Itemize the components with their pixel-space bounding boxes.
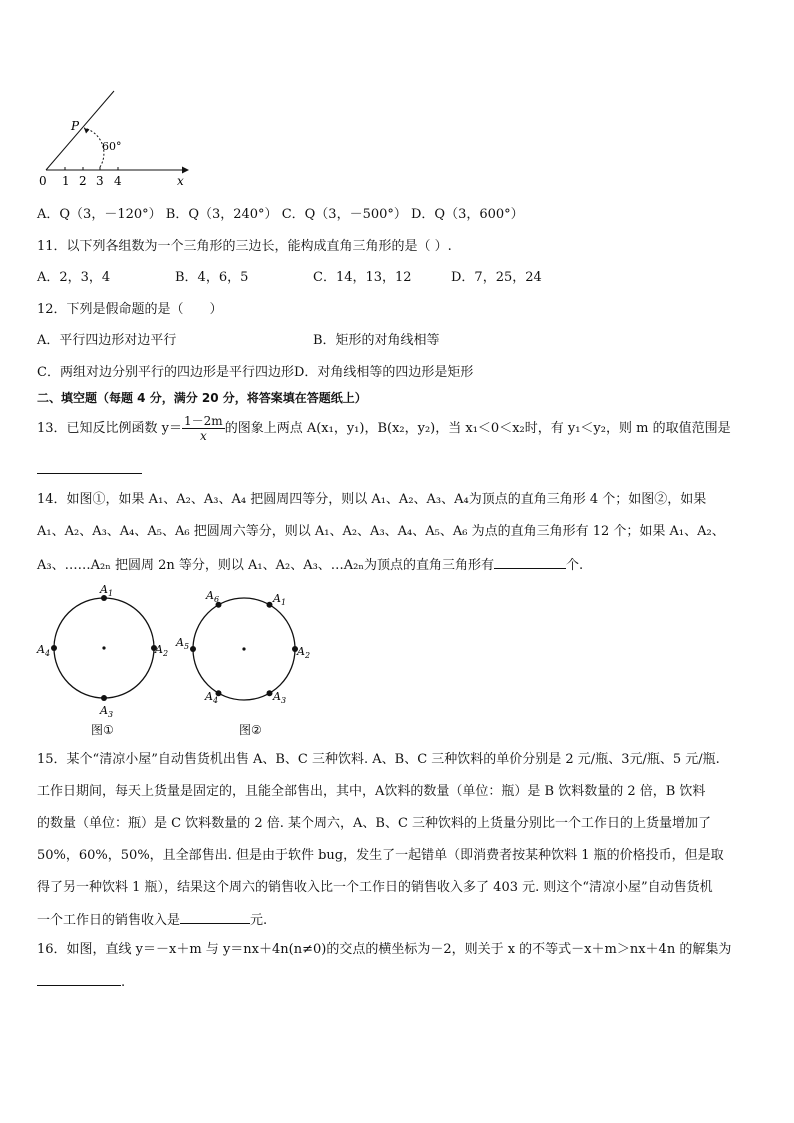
c1-point-a3 — [101, 695, 107, 701]
tick-label-1: 1 — [62, 174, 70, 188]
q13-post: 的图象上两点 A(x₁，y₁)，B(x₂，y₂)，当 x₁＜0＜x₂时，有 y₁＜y₂，则 m 的取值范围是 — [224, 421, 731, 436]
caption-figure-1: 图① — [91, 723, 114, 737]
q16-answer-blank[interactable] — [37, 973, 121, 986]
c2-label-a3: $A_3$ — [273, 690, 287, 705]
q10-options: A．Q（3，－120°） B．Q（3，240°） C．Q（3，－500°） D．Q（3，600°） — [37, 207, 524, 222]
tick-label-3: 3 — [96, 174, 104, 188]
caption-figure-2: 图② — [239, 723, 262, 737]
c2-point-a5 — [190, 646, 196, 652]
q13-numerator: 1－2m — [184, 414, 223, 428]
q12-stem: 12．下列是假命题的是（ ） — [37, 302, 223, 317]
q14-answer-blank[interactable] — [494, 556, 566, 569]
angle-arc — [84, 128, 104, 167]
q15-line-6 — [37, 911, 267, 929]
q13-denominator: x — [199, 429, 207, 443]
q13-pre: 13．已知反比例函数 y＝ — [37, 421, 183, 436]
circle-2-center — [242, 647, 245, 650]
q16-line-2 — [37, 973, 125, 991]
q11-stem: 11．以下列各组数为一个三角形的三边长，能构成直角三角形的是（ ）. — [37, 239, 452, 254]
q14-line-2: A₁、A₂、A₃、A₄、A₅、A₆ 把圆周六等分，则以 A₁、A₂、A₃、A₄、A₅、A₆ 为点的直角三角形有 12 个；如果 A₁、A₂、 — [37, 524, 725, 539]
c2-label-a2: $A_2$ — [297, 645, 311, 660]
q11-option-c: C．14，13，12 — [313, 270, 412, 285]
q15-line-6-pre: 一个工作日的销售收入是 — [37, 913, 181, 928]
c2-label-a1: $A_1$ — [273, 592, 287, 607]
q15-line-6-post: 元. — [250, 913, 268, 928]
q15-line-1: 15．某个“清凉小屋”自动售货机出售 A、B、C 三种饮料. A、B、C 三种饮料的单价分别是 2 元/瓶、3元/瓶、5 元/瓶. — [37, 752, 720, 767]
q15-line-2: 工作日期间，每天上货量是固定的，且能全部售出，其中，A饮料的数量（单位：瓶）是 B 饮料数量的 2 倍，B 饮料 — [37, 784, 706, 799]
q11-option-b: B．4，6，5 — [175, 270, 249, 285]
q14-line-3-post: 个. — [566, 558, 584, 573]
section-2-heading: 二、填空题（每题 4 分，满分 20 分，将答案填在答题纸上） — [37, 391, 367, 405]
q15-answer-blank[interactable] — [180, 911, 250, 924]
q14-line-3 — [37, 556, 583, 574]
c1-point-a4 — [51, 645, 57, 651]
q12-option-b: B．矩形的对角线相等 — [313, 333, 440, 348]
c2-point-a1 — [267, 602, 273, 608]
tick-label-4: 4 — [114, 174, 122, 188]
q14-line-3-pre: A₃、……A₂ₙ 把圆周 2n 等分，则以 A₁、A₂、A₃、…A₂ₙ为顶点的直角三角形有 — [37, 558, 495, 573]
c1-label-a4: $A_4$ — [37, 643, 51, 658]
q13-answer-blank[interactable] — [37, 461, 142, 474]
x-axis-label: x — [177, 174, 184, 188]
angle-figure — [34, 88, 194, 190]
c1-label-a2: $A_2$ — [155, 643, 169, 658]
c1-label-a1: $A_1$ — [100, 583, 114, 598]
circles-figure — [34, 582, 324, 718]
circle-1-center — [102, 646, 105, 649]
q15-line-3: 的数量（单位：瓶）是 C 饮料数量的 2 倍. 某个周六，A、B、C 三种饮料的上货量分别比一个工作日的上货量增加了 — [37, 816, 712, 831]
c2-label-a5: $A_5$ — [176, 636, 190, 651]
point-p-label: P — [71, 119, 80, 133]
x-axis-arrow — [182, 167, 189, 174]
q16-line-2-post: . — [121, 975, 126, 990]
q11-option-d: D．7，25，24 — [451, 270, 542, 285]
tick-label-2: 2 — [79, 174, 87, 188]
c2-label-a4: $A_4$ — [205, 690, 219, 705]
q14-line-1: 14．如图①，如果 A₁、A₂、A₃、A₄ 把圆周四等分，则以 A₁、A₂、A₃、A₄为顶点的直角三角形 4 个；如图②，如果 — [37, 492, 707, 507]
q16-line-1: 16．如图，直线 y＝－x＋m 与 y＝nx＋4n(n≠0)的交点的横坐标为－2，则关于 x 的不等式－x＋m＞nx＋4n 的解集为 — [37, 942, 732, 957]
tick-label-0: 0 — [39, 174, 47, 188]
q15-line-4: 50%，60%，50%，且全部售出. 但是由于软件 bug，发生了一起错单（即消费者按某种饮料 1 瓶的价格投币，但是取 — [37, 848, 724, 863]
c2-point-a3 — [267, 690, 273, 696]
q13-text — [37, 414, 731, 444]
angle-60-label: 60° — [102, 140, 122, 153]
c1-label-a3: $A_3$ — [100, 704, 114, 718]
q12-option-cd: C．两组对边分别平行的四边形是平行四边形D．对角线相等的四边形是矩形 — [37, 365, 474, 380]
q11-option-a: A．2，3，4 — [37, 270, 111, 285]
q13-fraction — [182, 414, 225, 443]
angle-arc-arrow — [84, 128, 90, 134]
q12-option-a: A．平行四边形对边平行 — [37, 333, 177, 348]
q15-line-5: 得了另一种饮料 1 瓶），结果这个周六的销售收入比一个工作日的销售收入多了 403 元. 则这个“清凉小屋”自动售货机 — [37, 880, 713, 895]
c2-label-a6: $A_6$ — [206, 589, 220, 604]
